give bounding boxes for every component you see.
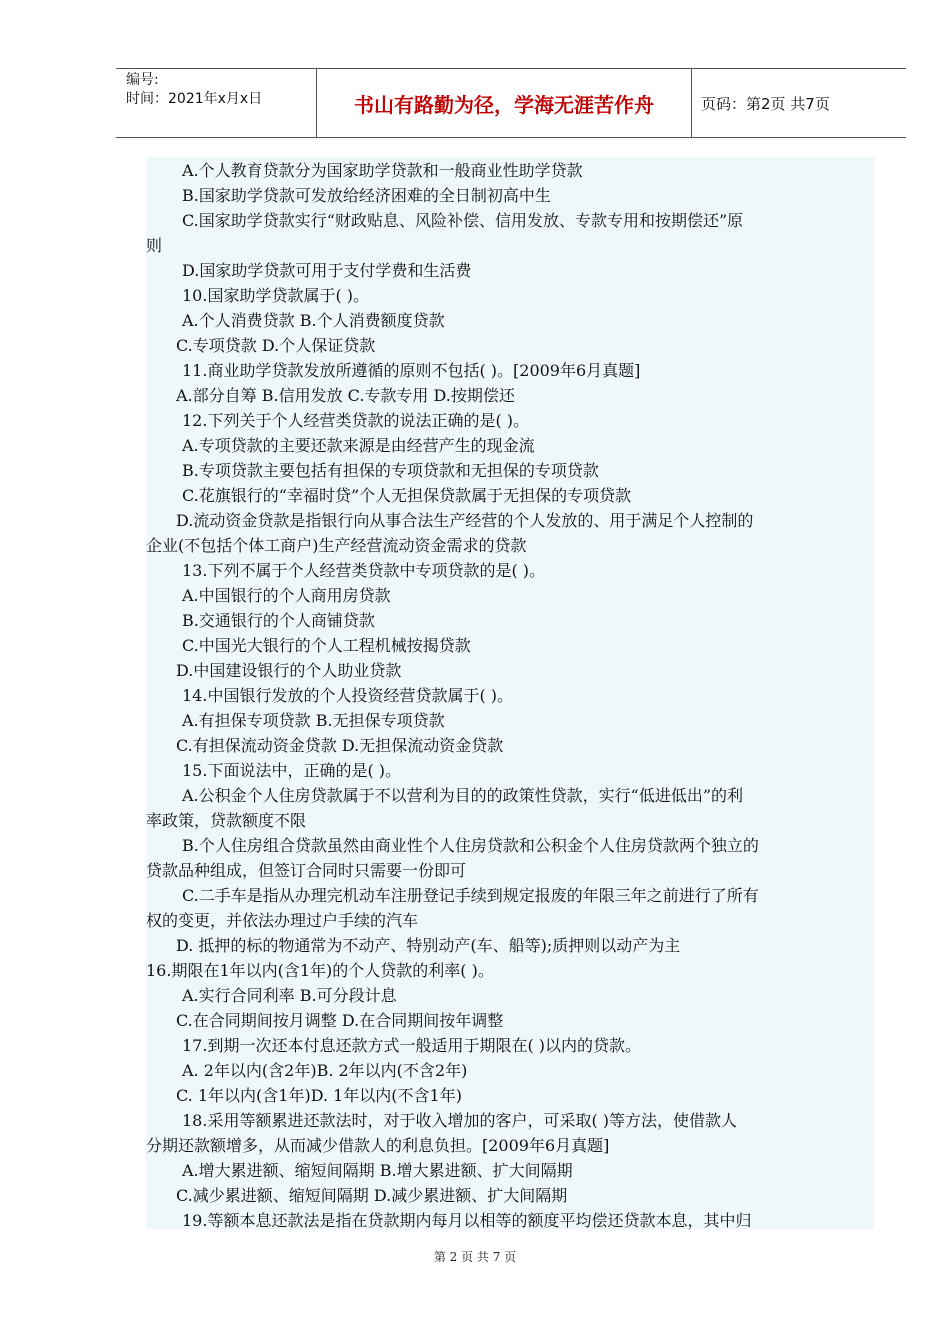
header-motto: 书山有路勤为径，学海无涯苦作舟 xyxy=(316,69,692,137)
text-line: 16.期限在1年以内(含1年)的个人贷款的利率( )。 xyxy=(146,961,494,980)
text-line: C.在合同期间按月调整 D.在合同期间按年调整 xyxy=(176,1011,504,1030)
text-line: 权的变更，并依法办理过户手续的汽车 xyxy=(146,911,419,930)
text-line: 15.下面说法中，正确的是( )。 xyxy=(182,761,402,780)
text-line: A.个人消费贷款 B.个人消费额度贷款 xyxy=(182,311,445,330)
text-line: C.二手车是指从办理完机动车注册登记手续到规定报废的年限三年之前进行了所有 xyxy=(182,886,759,905)
time-label: 时间：2021年x月x日 xyxy=(126,91,263,107)
text-line: B.个人住房组合贷款虽然由商业性个人住房贷款和公积金个人住房贷款两个独立的 xyxy=(182,836,759,855)
text-line: C.中国光大银行的个人工程机械按揭贷款 xyxy=(182,636,471,655)
text-line: C.有担保流动资金贷款 D.无担保流动资金贷款 xyxy=(176,736,504,755)
header-page-label: 页码：第2页 共7页 xyxy=(701,94,830,113)
text-line: A.部分自筹 B.信用发放 C.专款专用 D.按期偿还 xyxy=(176,386,515,405)
text-line: 19.等额本息还款法是指在贷款期内每月以相等的额度平均偿还贷款本息，其中归 xyxy=(182,1211,752,1230)
text-line: A.有担保专项贷款 B.无担保专项贷款 xyxy=(182,711,445,730)
text-line: 则 xyxy=(146,236,163,255)
text-line: 18.采用等额累进还款法时，对于收入增加的客户，可采取( )等方法，使借款人 xyxy=(182,1111,738,1130)
text-line: C. 1年以内(含1年)D. 1年以内(不含1年) xyxy=(176,1086,462,1105)
text-line: D. 抵押的标的物通常为不动产、特别动产(车、船等);质押则以动产为主 xyxy=(176,936,681,955)
text-line: B.专项贷款主要包括有担保的专项贷款和无担保的专项贷款 xyxy=(182,461,599,480)
page-header xyxy=(116,68,906,138)
text-line: A.中国银行的个人商用房贷款 xyxy=(182,586,391,605)
text-line: 13.下列不属于个人经营类贷款中专项贷款的是( )。 xyxy=(182,561,546,580)
text-line: C.花旗银行的“幸福时贷”个人无担保贷款属于无担保的专项贷款 xyxy=(182,486,632,505)
header-meta xyxy=(116,69,316,137)
page-footer: 第 2 页 共 7 页 xyxy=(433,1250,517,1264)
number-label: 编号: xyxy=(126,72,159,88)
text-line: D.中国建设银行的个人助业贷款 xyxy=(176,661,402,680)
text-line: 17.到期一次还本付息还款方式一般适用于期限在( )以内的贷款。 xyxy=(182,1036,642,1055)
text-line: B.交通银行的个人商铺贷款 xyxy=(182,611,375,630)
text-line: A.个人教育贷款分为国家助学贷款和一般商业性助学贷款 xyxy=(182,161,583,180)
text-line: 贷款品种组成，但签订合同时只需要一份即可 xyxy=(146,861,467,880)
text-line: A.增大累进额、缩短间隔期 B.增大累进额、扩大间隔期 xyxy=(182,1161,573,1180)
text-line: C.国家助学贷款实行“财政贴息、风险补偿、信用发放、专款专用和按期偿还”原 xyxy=(182,211,744,230)
text-line: A.专项贷款的主要还款来源是由经营产生的现金流 xyxy=(182,436,535,455)
text-line: B.国家助学贷款可发放给经济困难的全日制初高中生 xyxy=(182,186,551,205)
text-line: 企业(不包括个体工商户)生产经营流动资金需求的贷款 xyxy=(146,536,527,555)
text-line: D.流动资金贷款是指银行向从事合法生产经营的个人发放的、用于满足个人控制的 xyxy=(176,511,754,530)
text-line: 12.下列关于个人经营类贷款的说法正确的是( )。 xyxy=(182,411,530,430)
text-line: 14.中国银行发放的个人投资经营贷款属于( )。 xyxy=(182,686,514,705)
text-line: C.减少累进额、缩短间隔期 D.减少累进额、扩大间隔期 xyxy=(176,1186,568,1205)
text-line: 11.商业助学贷款发放所遵循的原则不包括( )。[2009年6月真题] xyxy=(182,361,641,380)
text-line: A.公积金个人住房贷款属于不以营利为目的的政策性贷款，实行“低进低出”的利 xyxy=(182,786,744,805)
text-line: 率政策，贷款额度不限 xyxy=(146,811,307,830)
text-line: 10.国家助学贷款属于( )。 xyxy=(182,286,370,305)
text-line: 分期还款额增多，从而减少借款人的利息负担。[2009年6月真题] xyxy=(146,1136,610,1155)
text-line: A. 2年以内(含2年)B. 2年以内(不含2年) xyxy=(182,1061,468,1080)
text-line: A.实行合同利率 B.可分段计息 xyxy=(182,986,397,1005)
text-line: D.国家助学贷款可用于支付学费和生活费 xyxy=(182,261,472,280)
text-line: C.专项贷款 D.个人保证贷款 xyxy=(176,336,376,355)
